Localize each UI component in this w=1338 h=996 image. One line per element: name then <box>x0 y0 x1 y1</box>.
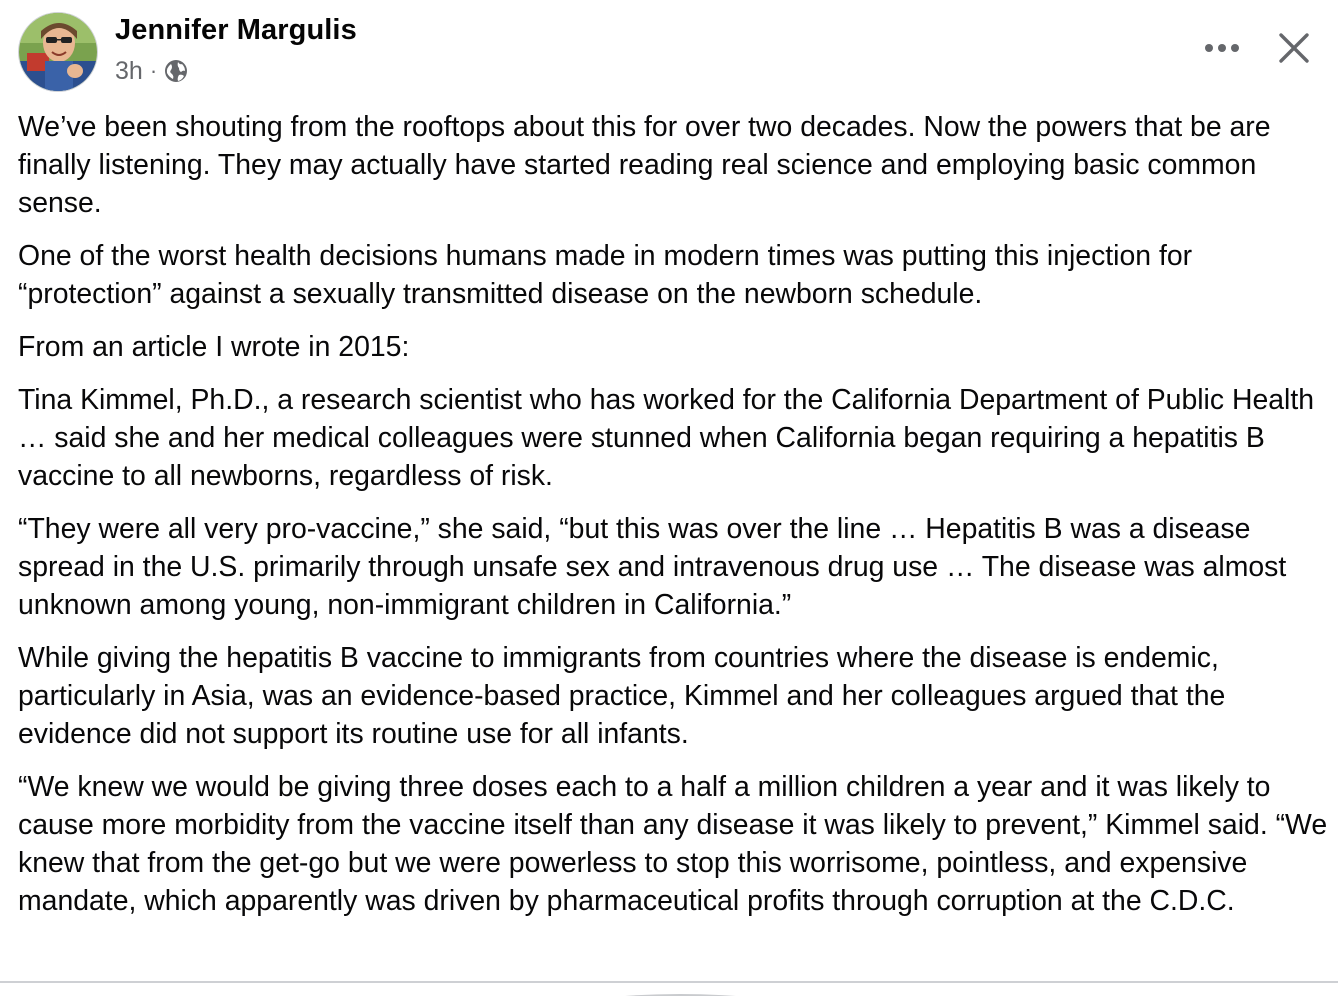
more-options-button[interactable] <box>1198 30 1246 66</box>
avatar[interactable] <box>18 12 98 92</box>
attachment-preview[interactable] <box>560 986 800 996</box>
post-paragraph: From an article I wrote in 2015: <box>18 331 410 363</box>
post-body <box>18 108 1334 935</box>
post-paragraph: While giving the hepatitis B vaccine to immigrants from countries where the disease is endemic, particularly in Asia, was an evidence-based practice, Kimmel and her colleagues argued that the evidence did not support its routine use for all infants. <box>18 642 1226 750</box>
close-icon <box>1278 32 1310 64</box>
post-paragraph: “We knew we would be giving three doses each to a half a million children a year and it was likely to cause more morbidity from the vaccine itself than any disease it was likely to prevent,” Kimmel said. “We knew that from the get-go but we were powerless to stop this worrisome, pointless, and expensive mandate, which apparently was driven by pharmaceutical profits through corruption at the C.D.C. <box>18 771 1328 917</box>
post-paragraph: We’ve been shouting from the rooftops about this for over two decades. Now the powers that be are finally listening. They may actually have started reading real science and employing basic common sense. <box>18 111 1271 219</box>
avatar-photo-icon <box>19 13 98 92</box>
post-divider <box>0 981 1338 983</box>
author-name[interactable]: Jennifer Margulis <box>115 14 357 46</box>
post-header <box>0 0 1338 100</box>
post-meta <box>115 56 189 86</box>
post-paragraph: One of the worst health decisions humans made in modern times was putting this injection for “protection” against a sexually transmitted disease on the newborn schedule. <box>18 240 1193 310</box>
close-button[interactable] <box>1272 26 1316 70</box>
globe-icon <box>163 58 189 84</box>
meta-separator: · <box>149 58 158 83</box>
post-timestamp[interactable]: 3h <box>115 56 143 85</box>
more-options-icon <box>1204 43 1240 53</box>
post-paragraph: Tina Kimmel, Ph.D., a research scientist who has worked for the California Department of Public Health … said she and her medical colleagues were stunned when California began requiring a hepatitis B vaccine to all newborns, regardless of risk. <box>18 384 1315 492</box>
post-paragraph: “They were all very pro-vaccine,” she said, “but this was over the line … Hepatitis B was a disease spread in the U.S. primarily through unsafe sex and intravenous drug use … The disease was almost unknown among young, non-immigrant children in California.” <box>18 513 1287 621</box>
